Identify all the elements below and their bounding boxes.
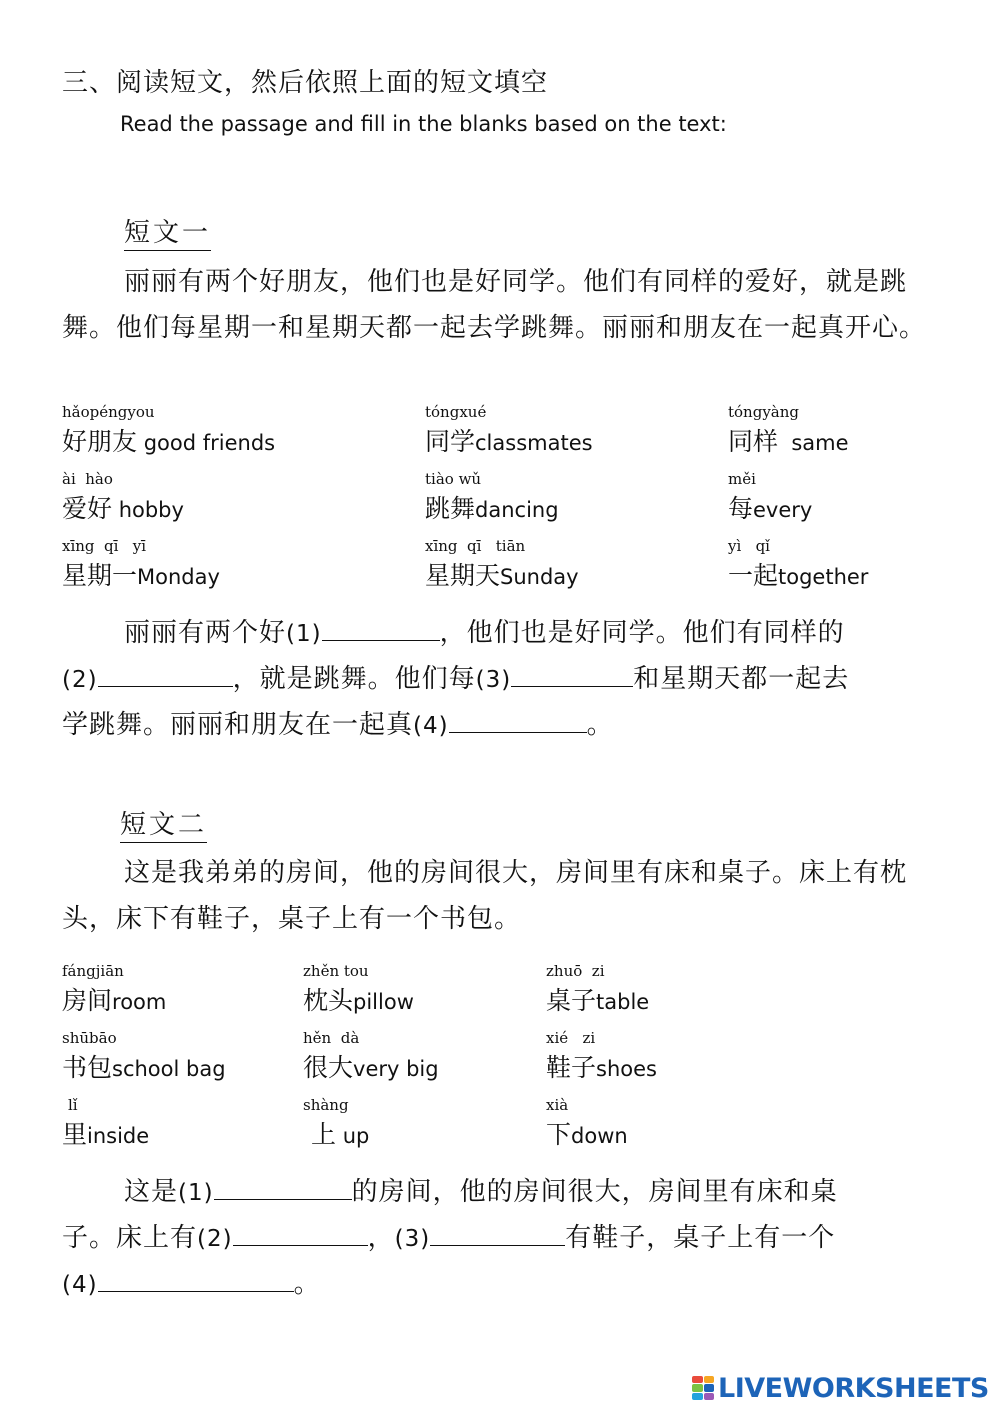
english-meaning: school bag [112,1057,226,1081]
fill-line [124,610,845,657]
logo-block [704,1384,715,1391]
english-meaning: Monday [137,565,220,589]
pinyin: yì qǐ [728,537,770,555]
hanzi: 星期一 [62,561,138,590]
pinyin: shūbāo [62,1029,117,1047]
english-meaning: Sunday [500,565,579,589]
english-meaning: very big [353,1057,439,1081]
hanzi: 鞋子 [546,1053,597,1082]
pinyin: hěn dà [303,1029,360,1047]
vocab-item [62,471,184,525]
fill-line [62,702,614,749]
answer-blank-3[interactable] [511,660,633,687]
fill-text: 。 [293,1269,321,1299]
hanzi: 好朋友 [62,427,138,456]
vocab-item [303,1097,369,1151]
hanzi: 房间 [62,986,113,1015]
pinyin: xià [546,1096,569,1114]
liveworksheets-logo [692,1373,989,1403]
pinyin: shàng [303,1096,349,1114]
fill-text: ，他们也是好同学。他们有同样的 [439,618,845,648]
fill-text: ， [367,1223,395,1253]
vocab-item [62,1030,226,1084]
logo-block [692,1376,703,1383]
blank-number: (3) [475,667,512,693]
hanzi: 书包 [62,1053,113,1082]
logo-block [704,1376,715,1383]
worksheet-instructions: Read the passage and fill in the blanks based on the text: [120,112,727,136]
answer-blank-1[interactable] [214,1173,352,1200]
vocab-item [303,1030,439,1084]
answer-blank-2[interactable] [98,660,233,687]
english-meaning: same [778,431,849,455]
pinyin: hǎopéngyou [62,403,155,421]
english-meaning: shoes [596,1057,657,1081]
answer-blank-2[interactable] [233,1219,368,1246]
english-meaning: together [778,565,869,589]
english-meaning: inside [87,1124,150,1148]
vocab-item [728,471,812,525]
logo-text: LIVEWORKSHEETS [718,1372,989,1404]
hanzi: 同样 [728,427,779,456]
vocab-item [303,963,414,1017]
pinyin: lǐ [68,1096,78,1114]
fill-text: 丽丽有两个好 [124,618,287,648]
blank-number: (1) [286,621,322,647]
english-meaning: down [571,1124,628,1148]
pinyin: ài hào [62,470,113,488]
hanzi: 跳舞 [425,494,476,523]
vocab-item [425,404,593,458]
logo-block [704,1393,715,1400]
english-meaning: hobby [112,498,184,522]
answer-blank-3[interactable] [430,1219,565,1246]
vocab-item [546,1030,657,1084]
vocab-item [425,538,579,592]
answer-blank-4[interactable] [98,1265,294,1292]
hanzi: 很大 [303,1053,354,1082]
pinyin: tiào wǔ [425,470,482,488]
fill-text: 。 [586,710,614,740]
blank-number: (1) [178,1180,214,1206]
logo-block [692,1393,703,1400]
answer-blank-4[interactable] [449,706,587,733]
fill-text: ，就是跳舞。他们每 [232,664,476,694]
blank-number: (4) [62,1272,98,1298]
vocab-item [546,1097,628,1151]
pinyin: xié zi [546,1029,596,1047]
logo-block [692,1384,703,1391]
english-meaning: room [112,990,167,1014]
english-meaning: dancing [475,498,559,522]
hanzi: 每 [728,494,754,523]
hanzi: 上 [311,1120,337,1149]
fill-text: 这是 [124,1177,179,1207]
hanzi: 同学 [425,427,476,456]
fill-line [62,656,849,703]
pinyin: xīng qī yī [62,537,147,555]
pinyin: xīng qī tiān [425,537,526,555]
hanzi: 桌子 [546,986,597,1015]
english-meaning: pillow [353,990,414,1014]
hanzi: 枕头 [303,986,354,1015]
pinyin: tóngyàng [728,403,800,421]
vocab-item [62,404,275,458]
fill-text: 和星期天都一起去 [633,664,850,694]
passage-2-text: 这是我弟弟的房间，他的房间很大，房间里有床和桌子。床上有枕头，床下有鞋子，桌子上有一个书包。 [62,858,908,934]
vocab-item [62,1097,149,1151]
logo-mark-icon [692,1376,714,1400]
pinyin: zhuō zi [546,962,605,980]
blank-number: (4) [413,713,449,739]
fill-text: 的房间，他的房间很大，房间里有床和桌 [351,1177,838,1207]
fill-line [62,1215,835,1262]
fill-text: 学跳舞。丽丽和朋友在一起真 [62,710,414,740]
fill-text: 子。床上有 [62,1223,198,1253]
vocab-item [425,471,559,525]
fill-line [62,1261,321,1308]
blank-number: (2) [62,667,98,693]
worksheet-heading: 三、阅读短文，然后依照上面的短文填空 [62,68,549,98]
answer-blank-1[interactable] [322,614,440,641]
english-meaning: every [753,498,813,522]
english-meaning: classmates [475,431,593,455]
vocab-item [728,404,849,458]
vocab-item [62,963,166,1017]
pinyin: tóngxué [425,403,487,421]
pinyin: fángjiān [62,962,124,980]
english-meaning: good friends [137,431,276,455]
hanzi: 里 [62,1120,88,1149]
blank-number: (3) [394,1226,431,1252]
fill-text: 有鞋子，桌子上有一个 [565,1223,836,1253]
passage-1-text: 丽丽有两个好朋友，他们也是好同学。他们有同样的爱好，就是跳舞。他们每星期一和星期天都一起去学跳舞。丽丽和朋友在一起真开心。 [62,267,927,343]
pinyin: měi [728,470,756,488]
hanzi: 一起 [728,561,779,590]
vocab-item [728,538,868,592]
vocab-item [546,963,649,1017]
english-meaning: up [336,1124,370,1148]
english-meaning: table [596,990,650,1014]
passage-1-title: 短文一 [124,218,211,251]
blank-number: (2) [197,1226,233,1252]
vocab-item [62,538,220,592]
passage-2-title: 短文二 [120,810,207,843]
fill-line [124,1169,838,1216]
hanzi: 下 [546,1120,572,1149]
pinyin: zhěn tou [303,962,369,980]
hanzi: 爱好 [62,494,113,523]
hanzi: 星期天 [425,561,501,590]
